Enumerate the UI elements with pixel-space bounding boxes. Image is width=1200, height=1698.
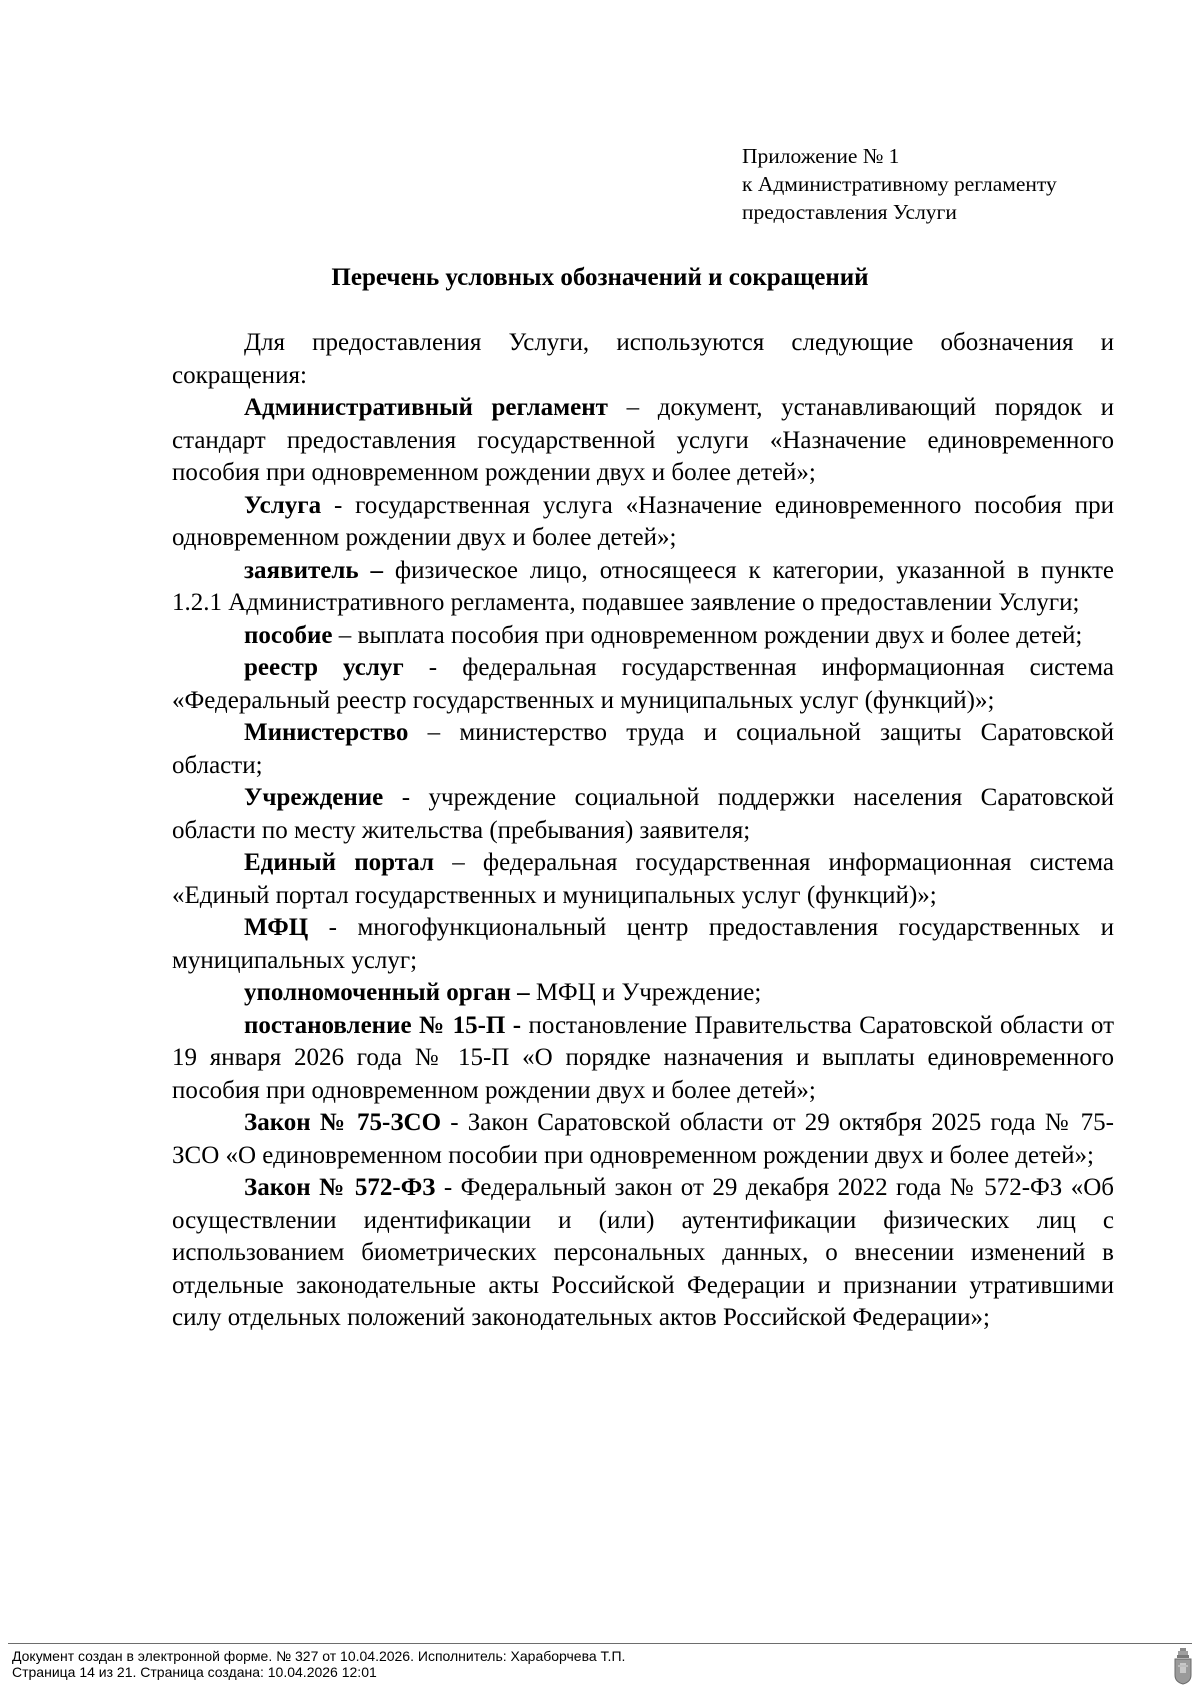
definition-item — [172, 1107, 1114, 1172]
appendix-line-1: Приложение № 1 — [742, 144, 900, 168]
definition-text: федеральная государственная информационная система «Федеральный реестр государственных и муниципальных услуг (функций)»; — [172, 654, 1114, 714]
definition-separator: - — [321, 491, 356, 519]
coat-of-arms-icon — [1173, 1647, 1193, 1685]
document-footer — [12, 1648, 625, 1680]
appendix-note — [742, 142, 1057, 226]
definition-separator: – — [408, 719, 460, 746]
definition-term: уполномоченный орган – — [244, 979, 530, 1006]
definition-separator: - — [308, 914, 358, 941]
definition-text: МФЦ и Учреждение; — [535, 979, 762, 1006]
document-body — [172, 327, 1114, 1335]
definition-separator: - — [383, 784, 429, 811]
definition-item — [172, 1172, 1114, 1335]
page-title: Перечень условных обозначений и сокращений — [331, 264, 869, 291]
footer-page-info: Страница 14 из 21. Страница создана: 10.04.2026 12:01 — [12, 1664, 377, 1680]
definition-item — [172, 490, 1114, 555]
appendix-line-3: предоставления Услуги — [742, 200, 957, 224]
definition-text: Федеральный закон от 29 декабря 2022 года № 572-ФЗ «Об осуществлении идентификации и (или) аутентификации физических лиц с использованием биометрических персональных данных, о внесении изменений в отдельные законодательные акты Российской Федерации и признании утратившими силу отдельных положений законодательных актов Российской Федерации»; — [172, 1174, 1115, 1331]
definition-term: Единый портал — [244, 849, 435, 876]
definition-item — [172, 652, 1114, 717]
definition-item — [172, 912, 1114, 977]
definition-item — [172, 392, 1114, 490]
definition-separator: – — [434, 849, 483, 876]
definition-term: Услуга — [244, 491, 322, 519]
definition-text: Закон Саратовской области от 29 октября 2025 года № 75-ЗСО «О единовременном пособии при одновременном рождении двух и более детей»; — [172, 1109, 1114, 1169]
definition-separator: – — [607, 394, 658, 421]
definition-term: Учреждение — [244, 784, 384, 811]
definition-item — [172, 847, 1114, 912]
definition-text: физическое лицо, относящееся к категории, указанной в пункте 1.2.1 Административного регламента, подавшее заявление о предоставлении Услуги; — [172, 556, 1114, 616]
definition-item — [172, 782, 1114, 847]
definition-text: министерство труда и социальной защиты Саратовской области; — [172, 719, 1114, 779]
definition-item — [172, 555, 1114, 620]
definition-term: заявитель – — [244, 556, 384, 584]
definition-term: Административный регламент — [244, 394, 608, 421]
definition-item — [172, 717, 1114, 782]
intro-paragraph: Для предоставления Услуги, используются следующие обозначения и сокращения: — [172, 329, 1114, 389]
definition-term: постановление № 15-П - — [244, 1011, 522, 1039]
appendix-line-2: к Административному регламенту — [742, 172, 1057, 196]
definition-term: пособие — [244, 621, 333, 649]
definition-text: документ, устанавливающий порядок и стандарт предоставления государственной услуги «Назначение единовременного пособия при одновременном рождении двух и более детей»; — [172, 394, 1114, 486]
definition-separator: - — [403, 654, 463, 681]
definition-term: Министерство — [244, 719, 409, 746]
definition-text: федеральная государственная информационная система «Единый портал государственных и муниципальных услуг (функций)»; — [172, 849, 1114, 909]
definition-item — [172, 1010, 1114, 1108]
definition-item — [172, 977, 1114, 1010]
definition-separator: – — [332, 621, 358, 649]
definition-separator — [383, 557, 395, 584]
definition-text: выплата пособия при одновременном рождении двух и более детей; — [357, 621, 1083, 649]
footer-document-info: Документ создан в электронной форме. № 327 от 10.04.2026. Исполнитель: Хараборчева Т.П. — [12, 1648, 626, 1664]
definition-text: многофункциональный центр предоставления государственных и муниципальных услуг; — [172, 914, 1114, 974]
definition-item — [172, 620, 1114, 653]
definition-text: государственная услуга «Назначение единовременного пособия при одновременном рождении двух и более детей»; — [172, 491, 1114, 551]
definition-text: постановление Правительства Саратовской области от 19 января 2026 года № 15-П «О порядке назначения и выплаты единовременного пособия при одновременном рождении двух и более детей»; — [172, 1011, 1114, 1104]
definition-term: Закон № 572-ФЗ — [244, 1174, 436, 1201]
footer-divider — [8, 1643, 1192, 1644]
definition-text: учреждение социальной поддержки населения Саратовской области по месту жительства (пребывания) заявителя; — [172, 784, 1114, 844]
definition-term: реестр услуг — [244, 654, 404, 681]
definition-separator: - — [441, 1109, 468, 1136]
definition-term: Закон № 75-ЗСО — [244, 1109, 442, 1136]
definition-term: МФЦ — [244, 914, 309, 941]
definition-separator: - — [435, 1174, 461, 1201]
